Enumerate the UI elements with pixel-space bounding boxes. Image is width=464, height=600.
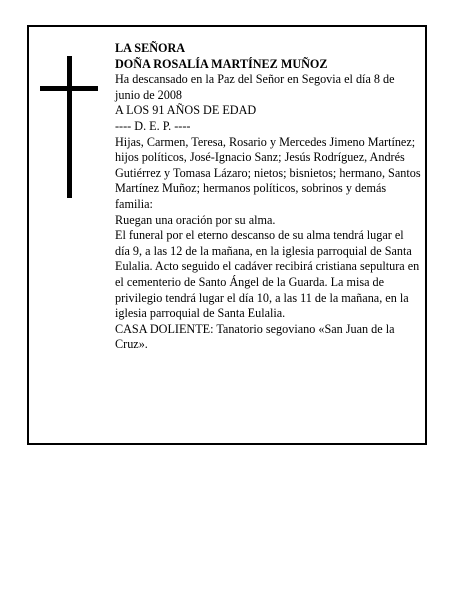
cross-icon [40,56,98,198]
deceased-name: DOÑA ROSALÍA MARTÍNEZ MUÑOZ [115,56,328,71]
prayer-request: Ruegan una oración por su alma. [115,212,276,227]
rip-line: ---- D. E. P. ---- [115,118,191,133]
age-line: A LOS 91 AÑOS DE EDAD [115,103,257,118]
obituary-text [115,41,421,353]
funeral-details: El funeral por el eterno descanso de su alma tendrá lugar el día 9, a las 12 de la mañana, en la iglesia parroquial de Santa Eulalia. Acto seguido el cadáver recibirá cristiana sepultura en el cementerio de Santo Ángel de la Guarda. La misa de privilegio tendrá lugar el día 10, a las 11 de la mañana, en la iglesia parroquial de Santa Eulalia. [115,228,420,321]
family-list: Hijas, Carmen, Teresa, Rosario y Mercedes Jimeno Martínez; hijos políticos, José-Ignacio Sanz; Jesús Rodríguez, Andrés Gutiérrez y Tomasa Lázaro; nietos; bisnietos; hermano, Santos Martínez Muñoz; hermanos políticos, sobrinos y demás familia: [115,134,421,211]
death-statement: Ha descansado en la Paz del Señor en Segovia el día 8 de junio de 2008 [115,72,395,102]
header-title: LA SEÑORA [115,41,186,55]
obituary-notice [27,25,427,445]
cross-vertical-bar [67,56,72,198]
mourning-house: CASA DOLIENTE: Tanatorio segoviano «San Juan de la Cruz». [115,321,395,352]
cross-horizontal-bar [40,86,98,91]
